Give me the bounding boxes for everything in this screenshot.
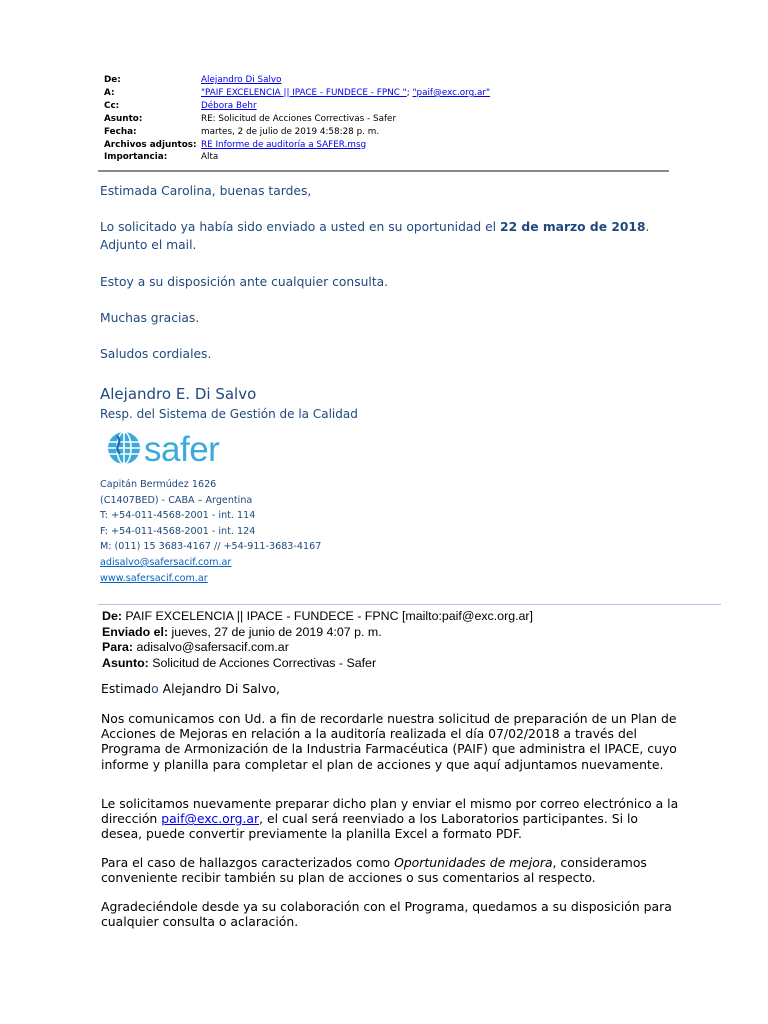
cc-label: Cc: — [104, 100, 120, 111]
header-row-cc — [104, 100, 674, 113]
signature-website-link[interactable]: www.safersacif.com.ar — [100, 572, 208, 584]
header-row-date — [104, 126, 674, 139]
fwd-from-row — [102, 609, 533, 625]
fwd-subject-label: Asunto: — [102, 656, 149, 671]
original-p2-text: Le solicitamos nuevamente preparar dicho plan y enviar el mismo por correo electrónico a la dirección — [101, 796, 679, 827]
fwd-sent-row — [102, 625, 533, 641]
subject-label: Asunto: — [104, 113, 143, 124]
subject-value: RE: Solicitud de Acciones Correctivas - Safer — [201, 113, 397, 124]
fwd-from-label: De: — [102, 609, 122, 623]
reply-paragraph-1 — [100, 218, 670, 254]
from-link[interactable]: Alejandro Di Salvo — [201, 75, 282, 85]
fwd-to-row — [102, 640, 533, 656]
original-paragraph-4: Agradeciéndole desde ya su colaboración con el Programa, quedamos a su disposición para cualquier consulta o aclaración. — [101, 899, 672, 930]
original-paragraph-3 — [101, 855, 681, 885]
fwd-from-value: PAIF EXCELENCIA || IPACE - FUNDECE - FPNC [mailto:paif@exc.org.ar] — [121, 609, 533, 623]
reply-p1-text: Lo solicitado ya había sido enviado a usted en su oportunidad el — [100, 220, 501, 234]
importance-value: Alta — [201, 152, 219, 163]
fwd-to-label: Para: — [102, 640, 133, 655]
reply-p1-tail: . Adjunto el mail. — [100, 220, 650, 252]
header-row-to — [104, 87, 674, 100]
signature-name: Alejandro E. Di Salvo — [100, 385, 257, 403]
reply-greeting: Estimada Carolina, buenas tardes, — [100, 184, 312, 198]
header-row-from — [104, 74, 674, 87]
greeting-part-c: Alejandro Di Salvo, — [158, 681, 280, 696]
greeting-part-a: Estimad — [101, 681, 152, 696]
signature-email-link[interactable]: adisalvo@safersacif.com.ar — [100, 556, 232, 568]
reply-paragraph-4: Saludos cordiales. — [100, 347, 212, 361]
attachments-label: Archivos adjuntos: — [104, 139, 197, 150]
original-p2-tail: , el cual será reenviado a los Laboratorios participantes. Si lo desea, puede convertir previamente la planilla Excel a formato PDF. — [101, 811, 639, 842]
original-p3-tail: , consideramos conveniente recibir también su plan de acciones o sus comentarios al respecto. — [101, 855, 647, 886]
logo-wordmark: safer — [144, 430, 220, 468]
header-row-subject — [104, 113, 674, 126]
to-separator: ; — [406, 87, 413, 98]
address-line-1: Capitán Bermúdez 1626 — [100, 479, 217, 490]
to-link-1[interactable]: "PAIF EXCELENCIA || IPACE - FUNDECE - FPNC " — [201, 87, 407, 98]
to-link-2[interactable]: "paif@exc.org.ar" — [412, 87, 491, 98]
date-label: Fecha: — [104, 126, 137, 137]
original-p3-italic: Oportunidades de mejora — [394, 855, 553, 870]
reply-paragraph-2: Estoy a su disposición ante cualquier consulta. — [100, 275, 389, 289]
paif-email-link[interactable]: paif@exc.org.ar — [161, 811, 260, 827]
fwd-sent-value: jueves, 27 de junio de 2019 4:07 p. m. — [168, 624, 382, 639]
fax-line: F: +54-011-4568-2001 - int. 124 — [100, 525, 256, 537]
globe-icon — [108, 432, 140, 464]
to-label: A: — [104, 87, 115, 98]
safer-logo — [107, 428, 232, 468]
forwarded-header — [102, 609, 533, 672]
mobile-line: M: (011) 15 3683-4167 // +54-911-3683-4167 — [100, 541, 322, 553]
signature-contact — [100, 477, 321, 586]
attachment-link[interactable]: RE Informe de auditoría a SAFER.msg — [201, 139, 367, 150]
cc-link[interactable]: Débora Behr — [201, 100, 257, 111]
reply-paragraph-3: Muchas gracias. — [100, 311, 200, 325]
from-label: De: — [104, 75, 121, 85]
signature-role: Resp. del Sistema de Gestión de la Calidad — [100, 407, 358, 421]
fwd-subject-row — [102, 656, 533, 672]
original-p3-text: Para el caso de hallazgos caracterizados como — [101, 855, 395, 870]
date-value: martes, 2 de julio de 2019 4:58:28 p. m. — [201, 126, 380, 137]
forwarded-divider — [98, 604, 721, 605]
importance-label: Importancia: — [104, 152, 168, 163]
fwd-sent-label: Enviado el: — [102, 624, 169, 639]
fwd-subject-value: Solicitud de Acciones Correctivas - Safer — [148, 656, 377, 671]
original-greeting — [101, 681, 681, 696]
original-paragraph-1: Nos comunicamos con Ud. a fin de recordarle nuestra solicitud de preparación de un Plan de Acciones de Mejoras en relación a la auditoría realizada el día 07/02/2018 a través del Programa de Armonización de la Industria Farmacéutica (PAIF) que administra el IPACE, cuyo informe y planilla para completar el plan de acciones y que aquí adjuntamos nuevamente. — [101, 711, 677, 772]
original-paragraph-2 — [101, 796, 681, 842]
reply-p1-date: 22 de marzo de 2018 — [500, 220, 646, 234]
header-row-attachments — [104, 139, 674, 152]
greeting-part-b: o — [151, 681, 159, 696]
phone-line: T: +54-011-4568-2001 - int. 114 — [100, 510, 256, 522]
fwd-to-value: adisalvo@safersacif.com.ar — [133, 640, 289, 655]
header-divider — [98, 170, 669, 172]
address-line-2: (C1407BED) - CABA – Argentina — [100, 494, 253, 506]
header-row-importance — [104, 151, 674, 164]
email-header — [104, 74, 674, 164]
